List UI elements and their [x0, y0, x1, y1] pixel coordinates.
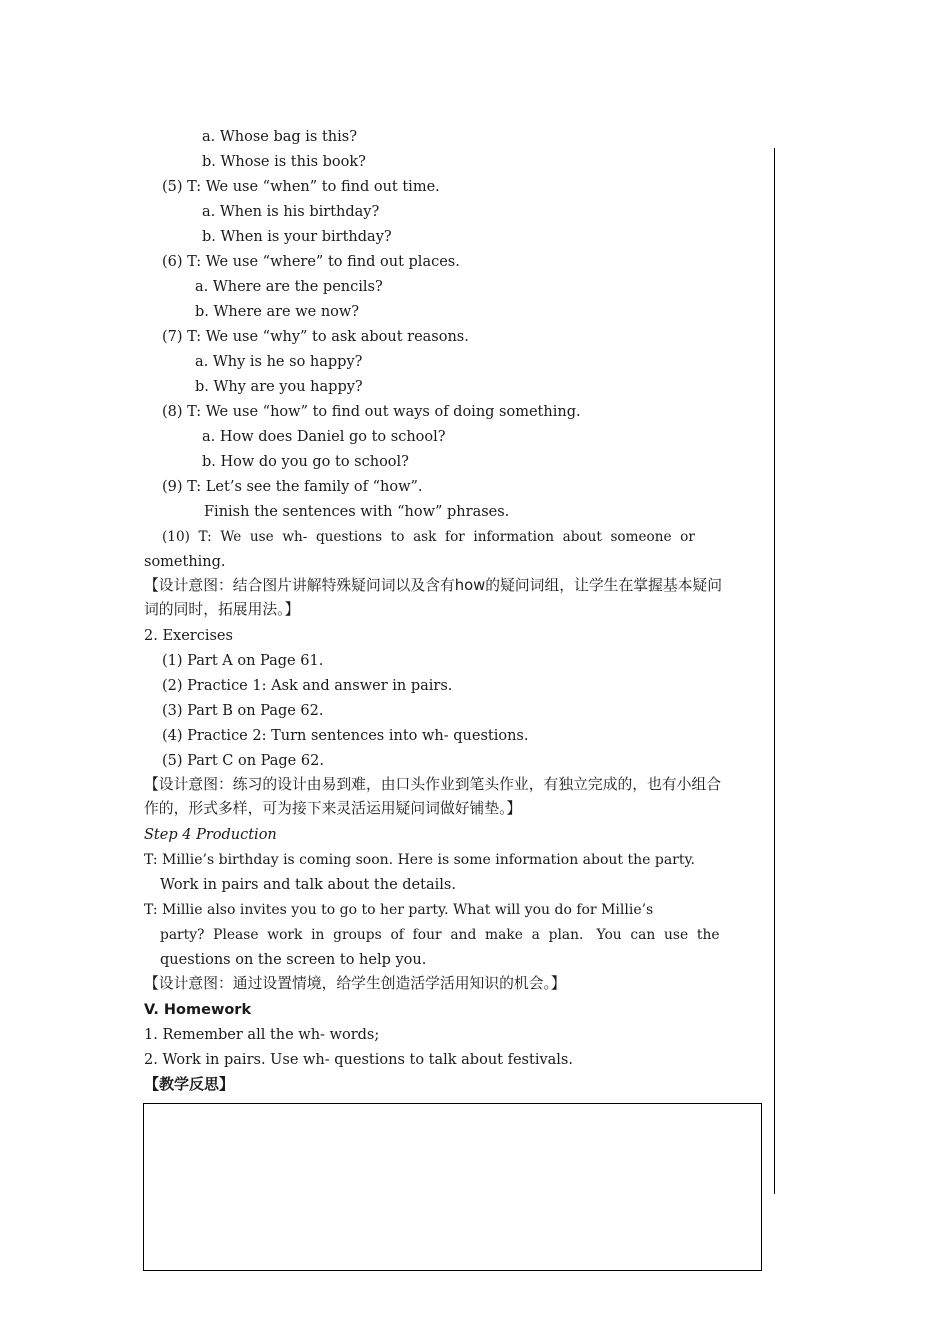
- text-line: Finish the sentences with “how” phrases.: [204, 504, 510, 520]
- text-line: (1) Part A on Page 61.: [162, 653, 324, 669]
- text-line: (3) Part B on Page 62.: [162, 703, 324, 719]
- text-line: b. How do you go to school?: [202, 454, 409, 470]
- text-line: a. Where are the pencils?: [195, 279, 383, 295]
- text-line: party? Please work in groups of four and make a plan. You can use the: [160, 927, 720, 943]
- design-intent-note: 作的，形式多样，可为接下来灵活运用疑问词做好铺垫。】: [144, 800, 522, 817]
- text-line: (2) Practice 1: Ask and answer in pairs.: [162, 678, 453, 694]
- text-line: (8) T: We use “how” to find out ways of doing something.: [162, 404, 581, 420]
- text-line: a. When is his birthday?: [202, 204, 380, 220]
- step-heading: Step 4 Production: [144, 827, 277, 843]
- text-line: b. Where are we now?: [195, 304, 360, 320]
- text-line: something.: [144, 554, 226, 570]
- text-line: b. When is your birthday?: [202, 229, 392, 245]
- text-line: Work in pairs and talk about the details.: [160, 877, 456, 893]
- text-line: questions on the screen to help you.: [160, 952, 427, 968]
- text-line: (4) Practice 2: Turn sentences into wh- questions.: [162, 728, 529, 744]
- text-line: (9) T: Let’s see the family of “how”.: [162, 479, 423, 495]
- text-line: (6) T: We use “where” to find out places.: [162, 254, 460, 270]
- text-line: 2. Work in pairs. Use wh- questions to talk about festivals.: [144, 1052, 573, 1068]
- reflection-heading: 【教学反思】: [144, 1075, 235, 1093]
- text-line: T: Millie also invites you to go to her party. What will you do for Millie’s: [144, 902, 654, 918]
- text-line: (10) T: We use wh- questions to ask for information about someone or: [162, 529, 695, 545]
- reflection-box: [143, 1103, 762, 1271]
- vertical-rule: [774, 148, 775, 1194]
- design-intent-note: 词的同时，拓展用法。】: [144, 601, 300, 618]
- text-line: T: Millie’s birthday is coming soon. Here is some information about the party.: [144, 852, 695, 868]
- text-line: 1. Remember all the wh- words;: [144, 1027, 380, 1043]
- design-intent-note: 【设计意图：练习的设计由易到难，由口头作业到笔头作业，有独立完成的，也有小组合: [144, 776, 722, 793]
- text-line: b. Why are you happy?: [195, 379, 363, 395]
- design-intent-note: 【设计意图：通过设置情境，给学生创造活学活用知识的机会。】: [144, 975, 566, 992]
- text-line: a. Whose bag is this?: [202, 129, 357, 145]
- text-line: (5) Part C on Page 62.: [162, 753, 324, 769]
- text-line: b. Whose is this book?: [202, 154, 366, 170]
- text-line: (5) T: We use “when” to find out time.: [162, 179, 440, 195]
- text-line: a. How does Daniel go to school?: [202, 429, 446, 445]
- text-line: (7) T: We use “why” to ask about reasons.: [162, 329, 469, 345]
- text-line: a. Why is he so happy?: [195, 354, 363, 370]
- section-heading: 2. Exercises: [144, 628, 233, 644]
- section-heading: V. Homework: [144, 1002, 252, 1018]
- design-intent-note: 【设计意图：结合图片讲解特殊疑问词以及含有how的疑问词组，让学生在掌握基本疑问: [144, 577, 723, 594]
